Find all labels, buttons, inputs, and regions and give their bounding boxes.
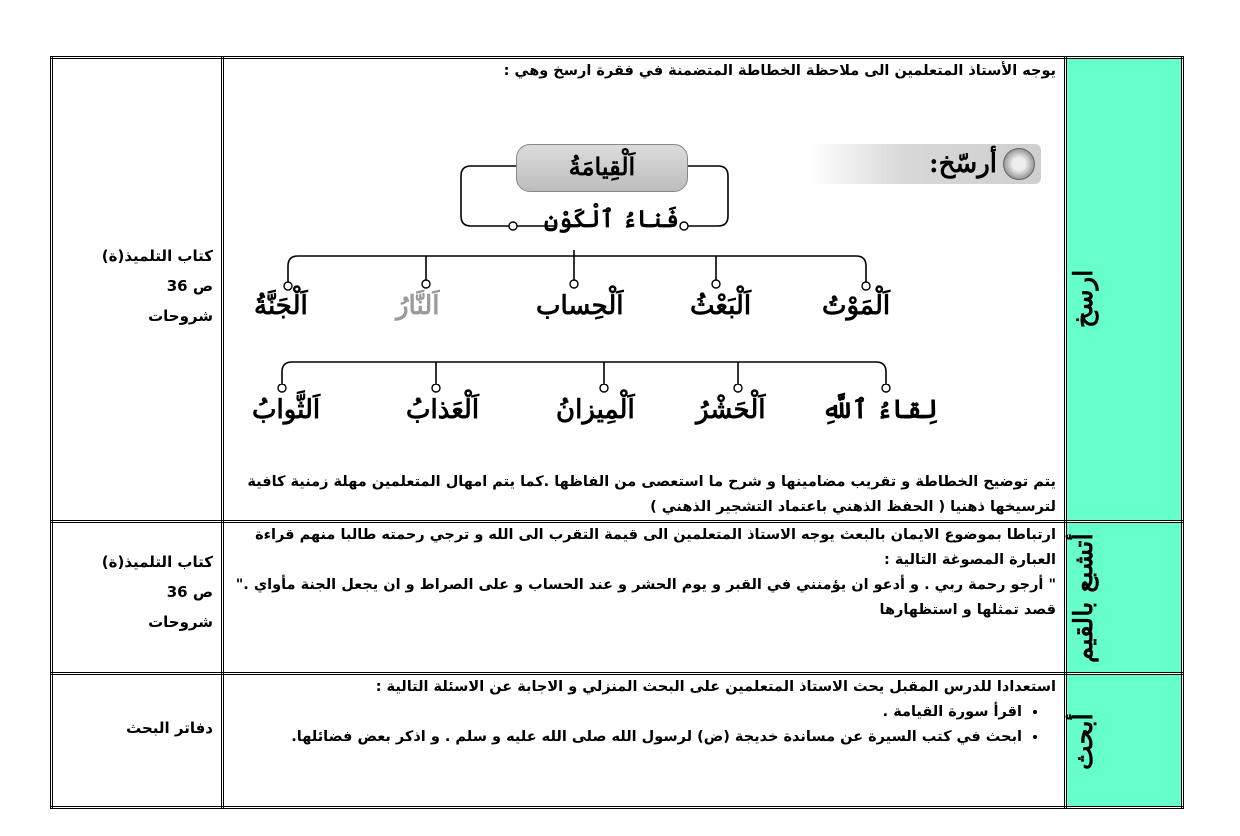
diagram-node: اَلْجَنَّةُ xyxy=(254,291,308,321)
diagram-node: اَلثَّوابُ xyxy=(252,395,321,425)
table-row xyxy=(52,522,1183,674)
table-row xyxy=(52,58,1183,522)
concept-diagram-row2 xyxy=(226,384,1056,458)
diagram-node: اَلْبَعْثُ xyxy=(690,291,752,321)
concept-diagram xyxy=(226,88,1056,388)
content-cell xyxy=(223,58,1066,522)
diagram-node: اَلْمِيزانُ xyxy=(556,395,635,425)
content-cell xyxy=(223,674,1066,808)
phase-label: ارسخ xyxy=(1069,269,1099,329)
diagram-node: لِقاءُ ٱللَّهِ xyxy=(822,395,938,425)
resource-line: شروحات xyxy=(148,613,213,631)
list-item: • اقرأ سورة القيامة . xyxy=(230,700,1022,725)
intro-text: يوجه الأستاذ المتعلمين الى ملاحظة الخطاطة المتضمنة في فقرة ارسخ وهي : xyxy=(503,63,1056,79)
resource-line: ص 36 xyxy=(166,277,213,295)
section-tag xyxy=(811,144,1041,184)
resource-line: كتاب التلميذ(ة) xyxy=(101,553,213,571)
diagram-connectors xyxy=(226,88,1056,388)
diagram-node: اَلْعَذابُ xyxy=(406,395,480,425)
phase-cell xyxy=(1066,674,1183,808)
diagram-root: اَلْقِيامَةُ xyxy=(516,144,688,192)
phase-cell xyxy=(1066,58,1183,522)
diagram-subtitle: فَناءُ ٱلْكَوْن xyxy=(544,204,679,233)
phase-cell xyxy=(1066,522,1183,674)
resource-cell xyxy=(52,58,223,522)
value-goal-text: قصد تمثلها و استظهارها xyxy=(879,602,1056,618)
diagram-node: اَلْحِساب xyxy=(536,291,624,321)
resource-cell xyxy=(52,522,223,674)
resource-text xyxy=(63,547,213,637)
diagram-node: اَلنَّارُ xyxy=(396,291,440,321)
diagram-node: اَلْحَشْرُ xyxy=(696,395,766,425)
diagram-node: اَلْمَوْتُ xyxy=(822,291,891,321)
value-intro-text: ارتباطا بموضوع الايمان بالبعث يوجه الاستاذ المتعلمين الى قيمة التقرب الى الله و ترجي رحمته طالبا منهم قراءة العبارة المصوغة التالية : xyxy=(255,527,1056,568)
phase-label: أتشبع بالقيم xyxy=(1069,533,1099,663)
table-row xyxy=(52,674,1183,808)
content-cell xyxy=(223,522,1066,674)
resource-line: ص 36 xyxy=(166,583,213,601)
resource-line: شروحات xyxy=(148,307,213,325)
research-questions xyxy=(230,700,1056,750)
resource-text xyxy=(63,713,213,743)
resource-text xyxy=(63,241,213,331)
lesson-table xyxy=(50,56,1184,809)
resource-line: كتاب التلميذ(ة) xyxy=(101,247,213,265)
list-item: • ابحث في كتب السيرة عن مساندة خديجة (ض) لرسول الله صلى الله عليه و سلم . و اذكر بعض فضائلها. xyxy=(230,725,1022,750)
explanation-text: يتم توضيح الخطاطة و تقريب مضامينها و شرح ما استعصى من الفاظها .كما يتم امهال المتعلمين مهلة زمنية كافية لترسيخها ذهنيا ( الحفظ الذهني باعتماد التشجير الذهني ) xyxy=(247,474,1056,515)
resource-cell xyxy=(52,674,223,808)
section-tag-label: أرسّخ: xyxy=(929,149,997,179)
seal-icon xyxy=(1003,148,1035,180)
phase-label: أبحث xyxy=(1069,713,1099,771)
resource-line: دفاتر البحث xyxy=(126,719,213,737)
value-quote-text: " أرجو رحمة ربي . و أدعو ان يؤمنني في القبر و يوم الحشر و عند الحساب و على الصراط و ان يجعل الجنة مأواي ." xyxy=(235,577,1056,593)
research-intro-text: استعدادا للدرس المقبل يحث الاستاذ المتعلمين على البحث المنزلي و الاجابة عن الاسئلة التالية : xyxy=(375,679,1056,695)
